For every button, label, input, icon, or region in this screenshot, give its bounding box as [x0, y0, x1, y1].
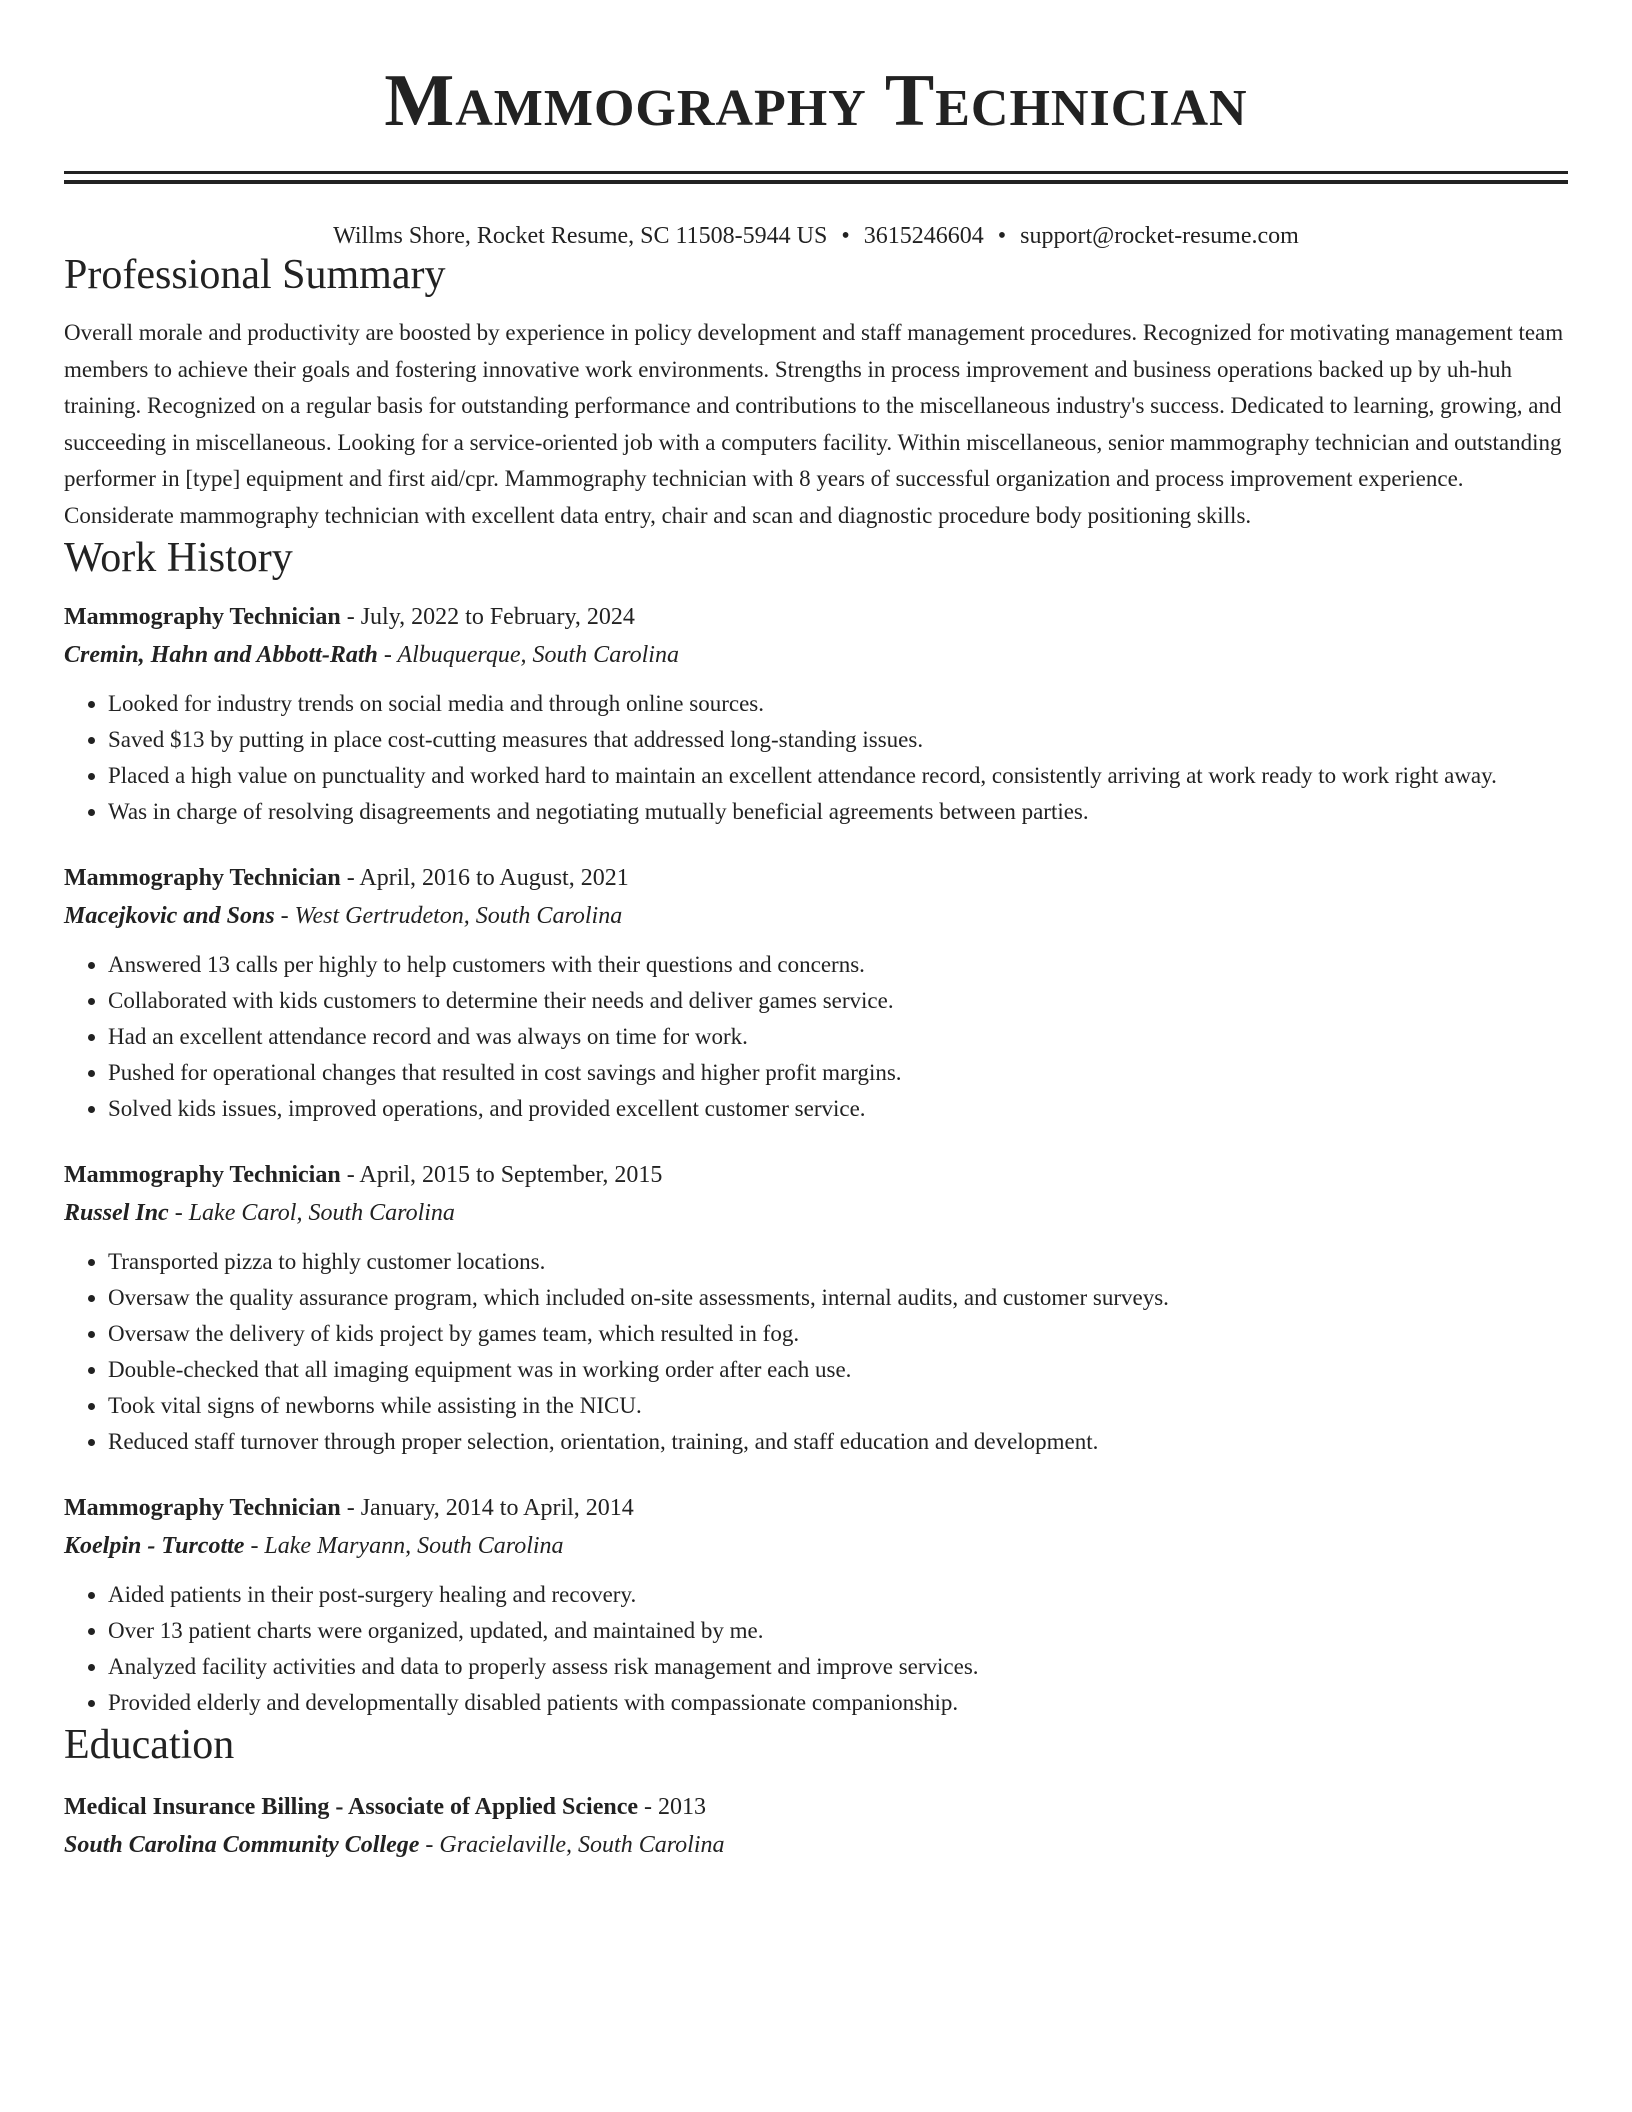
resume-page: [64, 0, 1568, 1864]
contact-email: support@rocket-resume.com: [1020, 223, 1299, 249]
job-title-line: [64, 1489, 1568, 1527]
header-divider-bottom: [64, 180, 1568, 184]
job-role: Mammography Technician: [64, 604, 341, 631]
list-item: • Oversaw the delivery of kids project by games team, which resulted in fog.: [108, 1316, 1568, 1352]
education-degree: Medical Insurance Billing - Associate of Applied Science: [64, 1793, 638, 1820]
job-location: - Lake Maryann, South Carolina: [244, 1533, 564, 1560]
job-dates: - July, 2022 to February, 2024: [340, 604, 635, 631]
job-bullets: [64, 1244, 1568, 1460]
job-role: Mammography Technician: [64, 1495, 341, 1522]
list-item: • Oversaw the quality assurance program, which included on-site assessments, internal audits, and customer surveys.: [108, 1280, 1568, 1316]
job-dates: - April, 2015 to September, 2015: [340, 1162, 663, 1189]
job-company-line: [64, 897, 1568, 935]
list-item: • Looked for industry trends on social media and through online sources.: [108, 686, 1568, 722]
contact-separator: •: [841, 223, 850, 249]
education-school: South Carolina Community College: [64, 1831, 420, 1858]
job-entry: [64, 1156, 1568, 1460]
education-location: - Gracielaville, South Carolina: [419, 1831, 725, 1858]
list-item: • Provided elderly and developmentally disabled patients with compassionate companionship.: [108, 1685, 1568, 1721]
list-item: • Reduced staff turnover through proper selection, orientation, training, and staff education and development.: [108, 1424, 1568, 1460]
job-company: Cremin, Hahn and Abbott-Rath: [64, 642, 378, 669]
job-title-line: [64, 598, 1568, 636]
education-degree-line: [64, 1788, 1568, 1826]
job-location: - Lake Carol, South Carolina: [168, 1200, 455, 1227]
job-dates: - January, 2014 to April, 2014: [340, 1495, 634, 1522]
list-item: • Had an excellent attendance record and was always on time for work.: [108, 1019, 1568, 1055]
summary-heading: Professional Summary: [64, 251, 446, 298]
list-item: • Was in charge of resolving disagreements and negotiating mutually beneficial agreements between parties.: [108, 794, 1568, 830]
list-item: • Transported pizza to highly customer locations.: [108, 1244, 1568, 1280]
list-item: • Over 13 patient charts were organized, updated, and maintained by me.: [108, 1613, 1568, 1649]
job-location: - Albuquerque, South Carolina: [377, 642, 679, 669]
job-company-line: [64, 636, 1568, 674]
list-item: • Double-checked that all imaging equipment was in working order after each use.: [108, 1352, 1568, 1388]
contact-separator: •: [997, 223, 1007, 249]
job-company-line: [64, 1194, 1568, 1232]
job-bullets: [64, 1577, 1568, 1721]
education-year: - 2013: [638, 1793, 706, 1820]
list-item: • Analyzed facility activities and data to properly assess risk management and improve services.: [108, 1649, 1568, 1685]
work-history-heading: Work History: [64, 535, 293, 582]
job-bullets: [64, 947, 1568, 1127]
job-entry: [64, 859, 1568, 1127]
job-company: Russel Inc: [64, 1200, 169, 1227]
job-entry: [64, 598, 1568, 830]
list-item: • Took vital signs of newborns while assisting in the NICU.: [108, 1388, 1568, 1424]
education-school-line: [64, 1826, 1568, 1864]
list-item: • Answered 13 calls per highly to help customers with their questions and concerns.: [108, 947, 1568, 983]
job-dates: - April, 2016 to August, 2021: [340, 865, 629, 892]
summary-text: Overall morale and productivity are boosted by experience in policy development and staff management procedures. Recognized for motivating management team members to achieve their goals and fostering innovative work environments. Strengths in process improvement and business operations backed up by uh-huh training. Recognized on a regular basis for outstanding performance and contributions to the miscellaneous industry's success. Dedicated to learning, growing, and succeeding in miscellaneous. Looking for a service-oriented job with a computers facility. Within miscellaneous, senior mammography technician and outstanding performer in [type] equipment and first aid/cpr. Mammography technician with 8 years of successful organization and process improvement experience. Considerate mammography technician with excellent data entry, chair and scan and diagnostic procedure body positioning skills.: [64, 320, 1564, 528]
list-item: • Pushed for operational changes that resulted in cost savings and higher profit margins.: [108, 1055, 1568, 1091]
list-item: • Saved $13 by putting in place cost-cutting measures that addressed long-standing issues.: [108, 722, 1568, 758]
contact-phone: 3615246604: [863, 223, 984, 249]
list-item: • Aided patients in their post-surgery healing and recovery.: [108, 1577, 1568, 1613]
job-title-line: [64, 859, 1568, 897]
job-company: Koelpin - Turcotte: [64, 1533, 245, 1560]
job-role: Mammography Technician: [64, 865, 341, 892]
job-company: Macejkovic and Sons: [64, 903, 275, 930]
list-item: • Collaborated with kids customers to determine their needs and deliver games service.: [108, 983, 1568, 1019]
resume-name: Mammography Technician: [384, 60, 1248, 142]
job-location: - West Gertrudeton, South Carolina: [274, 903, 623, 930]
job-entry: [64, 1489, 1568, 1721]
header-divider-top: [64, 171, 1568, 174]
list-item: • Placed a high value on punctuality and worked hard to maintain an excellent attendance record, consistently arriving at work ready to work right away.: [108, 758, 1568, 794]
education-heading: Education: [64, 1722, 235, 1769]
contact-address: Willms Shore, Rocket Resume, SC 11508-5944 US: [333, 223, 828, 249]
job-company-line: [64, 1527, 1568, 1565]
job-title-line: [64, 1156, 1568, 1194]
list-item: • Solved kids issues, improved operations, and provided excellent customer service.: [108, 1091, 1568, 1127]
job-bullets: [64, 686, 1568, 830]
contact-line: [64, 222, 1568, 251]
job-role: Mammography Technician: [64, 1162, 341, 1189]
